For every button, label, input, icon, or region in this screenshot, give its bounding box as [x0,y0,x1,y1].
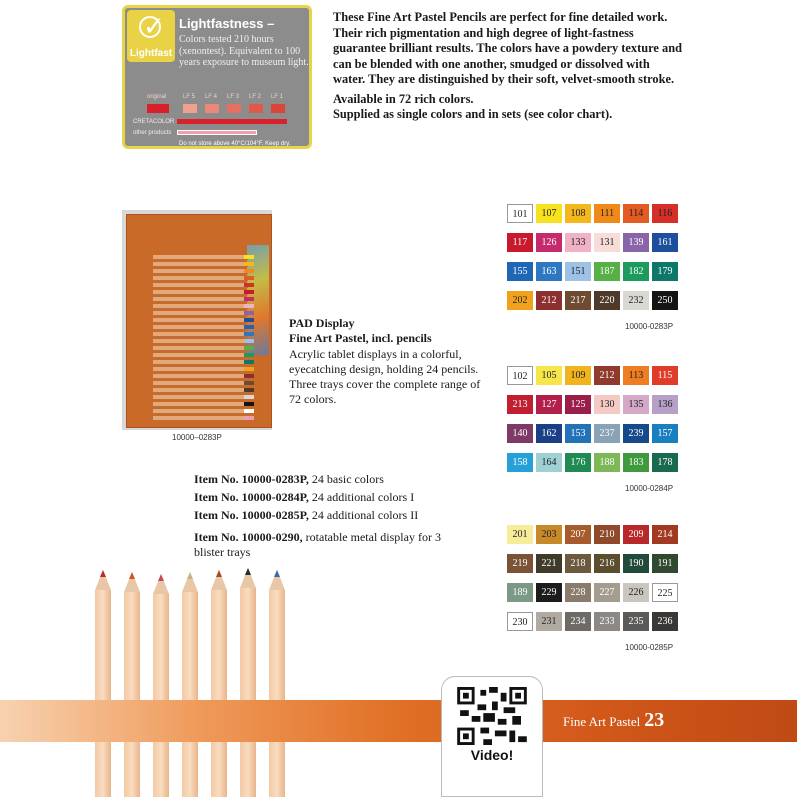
footer-title: Fine Art Pastel [563,714,641,729]
color-chip: 217 [565,291,591,310]
orange-footer-band [0,700,797,742]
pad-subtitle: Fine Art Pastel, incl. pencils [289,331,432,345]
qr-card[interactable] [441,676,543,797]
color-chip: 227 [594,583,620,602]
intro-paragraph: These Fine Art Pastel Pencils are perfect for fine detailed work. Their rich pigmentation and high degree of light-fastness guarantee brilliant results. The colors have a powdery texture and can be blended with one another, smudged or dissolved with water. They are distinguished by their soft, velvet-smooth stroke. [333,10,682,86]
color-chip: 151 [565,262,591,281]
lf-header: LF 2 [249,94,262,100]
pencil-group [95,568,285,797]
item-desc: 24 additional colors I [308,490,415,504]
lightfast-logo [127,10,175,62]
page-footer [563,709,664,732]
display-pencil [153,269,248,274]
item-list [194,470,464,560]
product-caption: 10000–0283P [172,433,222,442]
color-chip: 213 [507,395,533,414]
display-pencil [153,374,248,379]
color-chip: 130 [594,395,620,414]
color-chip: 228 [565,583,591,602]
color-chip: 153 [565,424,591,443]
color-chip: 127 [536,395,562,414]
pencil-tip [244,311,254,315]
lightfast-logo-word: Lightfast [129,48,173,59]
display-pencil [153,325,248,330]
item-desc: rotatable metal display for 3 blister trays [194,530,441,559]
intro-line-supply: Supplied as single colors and in sets (see color chart). [333,107,613,121]
pad-display-section [289,316,489,407]
item-line [194,470,464,488]
color-chip: 108 [565,204,591,223]
color-chip: 157 [652,424,678,443]
color-chip: 105 [536,366,562,385]
color-chip: 225 [652,583,678,602]
display-pencil [153,318,248,323]
pencil-tip [244,318,254,322]
intro-line-availability: Available in 72 rich colors. [333,91,474,106]
color-chip: 235 [623,612,649,631]
intro-text [333,10,683,123]
color-chip: 133 [565,233,591,252]
color-chip: 126 [536,233,562,252]
color-chip: 233 [594,612,620,631]
color-chip: 162 [536,424,562,443]
color-chip: 135 [623,395,649,414]
pencil-tip [244,304,254,308]
item-number: Item No. 10000-0290, [194,530,303,544]
color-chip: 109 [565,366,591,385]
color-chip: 164 [536,453,562,472]
display-pencil [153,304,248,309]
color-chip: 231 [536,612,562,631]
color-chip: 212 [594,366,620,385]
color-chip: 190 [623,554,649,573]
lf-swatch [271,104,285,113]
display-pencil [153,395,248,400]
pencil-tip [244,353,254,357]
pencil-tip [244,255,254,259]
pencil-tip [244,381,254,385]
display-pencil [153,360,248,365]
product-photo [122,210,272,430]
qr-label: Video! [470,747,514,763]
pencil-tip [244,346,254,350]
color-chip: 136 [652,395,678,414]
color-chip: 210 [594,525,620,544]
color-chip: 187 [594,262,620,281]
lightfastness-headers [147,94,312,104]
color-chip: 182 [623,262,649,281]
color-chip: 161 [652,233,678,252]
display-pencil [153,381,248,386]
page-number: 23 [644,709,665,731]
color-chip: 209 [623,525,649,544]
lf-header: LF 1 [271,94,284,100]
color-chip: 114 [623,204,649,223]
display-pencil [153,262,248,267]
pencil-tip [244,276,254,280]
color-chip: 237 [594,424,620,443]
display-pencil [153,409,248,414]
color-chip: 163 [536,262,562,281]
color-chip: 239 [623,424,649,443]
color-chip: 207 [565,525,591,544]
item-line [194,488,464,506]
lightfastness-title: Lightfastness – [179,16,275,31]
color-chip: 101 [507,204,533,223]
color-chart-caption: 10000-0284P [625,484,674,493]
item-desc: 24 basic colors [308,472,384,486]
pencil-tip [244,262,254,266]
color-chip: 232 [623,291,649,310]
color-chip: 203 [536,525,562,544]
color-chip: 183 [623,453,649,472]
color-chip: 202 [507,291,533,310]
color-chip: 107 [536,204,562,223]
display-pencil [153,367,248,372]
color-chart-caption: 10000-0285P [625,643,674,652]
pencil-tip [244,409,254,413]
display-pencil [153,346,248,351]
pencil-tip [244,360,254,364]
color-chip: 116 [652,204,678,223]
item-number: Item No. 10000-0284P, [194,490,309,504]
color-chip: 191 [652,554,678,573]
display-pencil [153,402,248,407]
color-chip: 115 [652,366,678,385]
color-chip: 131 [594,233,620,252]
display-pencil [153,290,248,295]
lightfastness-description: Colors tested 210 hours (xenontest). Equivalent to 100 years exposure to museum light. [179,34,309,68]
pencil-tip [244,332,254,336]
color-chart-0283p [507,204,683,344]
pencil-stack [153,255,248,425]
item-line [194,530,464,560]
display-pencil [153,416,248,421]
display-pencil [153,388,248,393]
color-chip: 220 [594,291,620,310]
color-chip: 113 [623,366,649,385]
color-chart-0285p [507,525,683,665]
pencil-tip [244,388,254,392]
lf-header: LF 4 [205,94,218,100]
display-pencil [153,311,248,316]
color-chip: 158 [507,453,533,472]
display-card [126,214,272,428]
lf-swatch [147,104,169,113]
pad-title: PAD Display [289,316,355,330]
color-chip: 212 [536,291,562,310]
color-chip: 229 [536,583,562,602]
color-chip: 111 [594,204,620,223]
lf-swatch [249,104,263,113]
pencil-tip [244,395,254,399]
lf-header: LF 5 [183,94,196,100]
color-chip: 140 [507,424,533,443]
color-chip: 214 [652,525,678,544]
pencil-tip [244,416,254,420]
color-chip: 178 [652,453,678,472]
color-chart-0284p [507,366,683,506]
lightfastness-box [122,5,312,149]
display-pencil [153,276,248,281]
color-chart-caption: 10000-0283P [625,322,674,331]
color-chip: 176 [565,453,591,472]
display-pencil [153,332,248,337]
display-pencil [153,339,248,344]
color-chip: 139 [623,233,649,252]
color-chip: 102 [507,366,533,385]
lf-bar-label-other: other products [133,130,172,136]
color-chip: 234 [565,612,591,631]
pencil-tip [244,290,254,294]
pencil-tip [244,374,254,378]
lf-bar-cretacolor [177,119,287,124]
color-chip: 189 [507,583,533,602]
color-chip: 179 [652,262,678,281]
color-chip: 250 [652,291,678,310]
pencil-tip [244,402,254,406]
item-number: Item No. 10000-0283P, [194,472,309,486]
display-pencil [153,283,248,288]
lf-swatch [227,104,241,113]
item-desc: 24 additional colors II [308,508,419,522]
color-chip: 216 [594,554,620,573]
lf-header: LF 3 [227,94,240,100]
pad-body: Acrylic tablet displays in a colorful, eyecatching design, holding 24 pencils. Three trays cover the complete range of 72 colors. [289,347,481,406]
color-chip: 218 [565,554,591,573]
pencils-illustration [0,560,300,797]
color-chip: 188 [594,453,620,472]
color-chip: 219 [507,554,533,573]
lf-swatch [183,104,197,113]
display-pencil [153,353,248,358]
display-pencil [153,297,248,302]
item-line [194,506,464,524]
pencil-tip [244,269,254,273]
pencil-tip [244,297,254,301]
color-chip: 117 [507,233,533,252]
color-chip: 221 [536,554,562,573]
lf-bar-other [177,130,257,135]
item-number: Item No. 10000-0285P, [194,508,309,522]
color-chip: 201 [507,525,533,544]
color-chip: 125 [565,395,591,414]
check-icon: ✓ [143,12,165,42]
color-chip: 230 [507,612,533,631]
lightfastness-note: Do not store above 40°C/104°F. Keep dry. [179,141,291,147]
pencil-tip [244,367,254,371]
lf-swatch [205,104,219,113]
color-chip: 236 [652,612,678,631]
pencil-tip [244,339,254,343]
pencil-tip [244,325,254,329]
color-chip: 155 [507,262,533,281]
qr-code-icon[interactable] [456,687,528,745]
color-chip: 226 [623,583,649,602]
lf-bar-label: CRETACOLOR [133,119,175,125]
lf-header: original [147,94,167,100]
display-pencil [153,255,248,260]
pencil-tip [244,283,254,287]
